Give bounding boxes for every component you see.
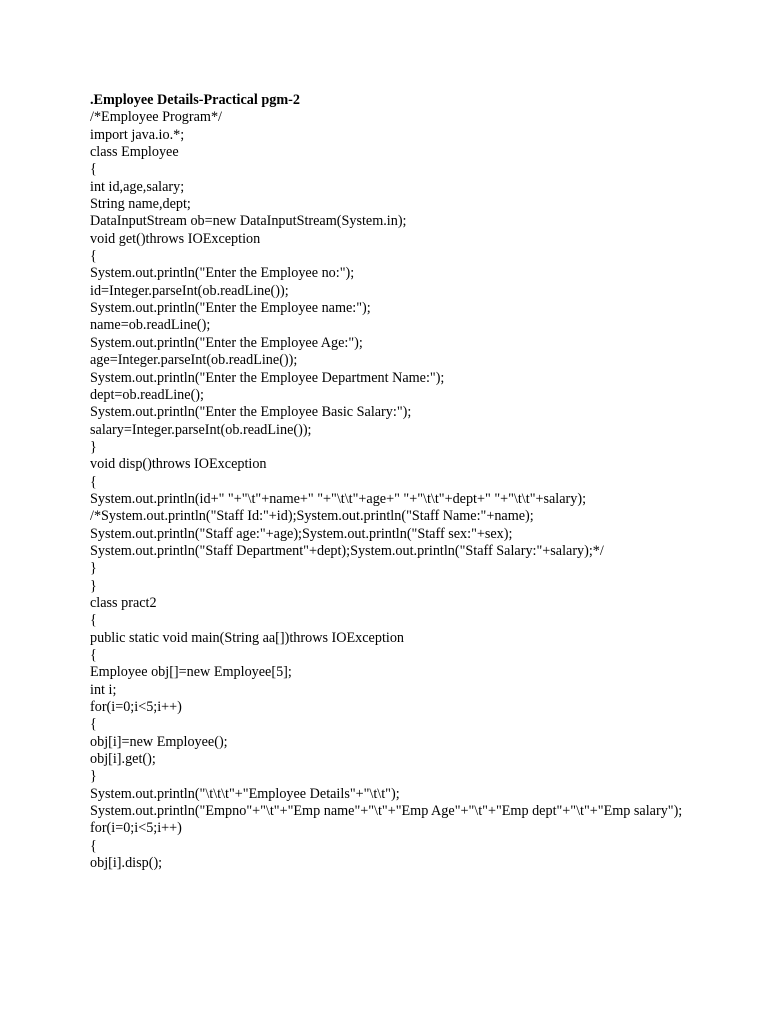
code-line: for(i=0;i<5;i++): [90, 820, 182, 837]
code-line: {: [90, 473, 97, 490]
code-line: System.out.println("Enter the Employee name:");: [90, 300, 371, 317]
code-line: obj[i].get();: [90, 751, 156, 768]
code-line: }: [90, 768, 97, 785]
code-line: import java.io.*;: [90, 126, 185, 143]
code-line: int i;: [90, 681, 117, 698]
code-line: Employee obj[]=new Employee[5];: [90, 664, 292, 681]
code-line: System.out.println("Enter the Employee Department Name:");: [90, 369, 445, 386]
document-page: [90, 92, 730, 872]
code-line: System.out.println("Enter the Employee Basic Salary:");: [90, 404, 412, 421]
code-line: class pract2: [90, 594, 157, 611]
code-line: class Employee: [90, 144, 179, 161]
code-line: System.out.println("Enter the Employee no:");: [90, 265, 355, 282]
code-line: void get()throws IOException: [90, 230, 261, 247]
code-line: DataInputStream ob=new DataInputStream(System.in);: [90, 213, 407, 230]
code-line: System.out.println("Staff age:"+age);System.out.println("Staff sex:"+sex);: [90, 525, 513, 542]
code-line: {: [90, 716, 97, 733]
code-line: for(i=0;i<5;i++): [90, 699, 182, 716]
code-line: id=Integer.parseInt(ob.readLine());: [90, 282, 289, 299]
code-line: System.out.println("\t\t\t"+"Employee Details"+"\t\t");: [90, 785, 400, 802]
code-line: System.out.println("Empno"+"\t"+"Emp name"+"\t"+"Emp Age"+"\t"+"Emp dept"+"\t"+"Emp salary");: [90, 803, 683, 820]
code-line: /*System.out.println("Staff Id:"+id);System.out.println("Staff Name:"+name);: [90, 508, 534, 525]
code-listing: [90, 109, 730, 872]
code-line: salary=Integer.parseInt(ob.readLine());: [90, 421, 312, 438]
code-line: }: [90, 560, 97, 577]
code-line: void disp()throws IOException: [90, 456, 267, 473]
code-line: name=ob.readLine();: [90, 317, 211, 334]
code-line: public static void main(String aa[])throws IOException: [90, 629, 405, 646]
document-title: .Employee Details-Practical pgm-2: [90, 92, 300, 108]
code-line: age=Integer.parseInt(ob.readLine());: [90, 352, 298, 369]
code-line: System.out.println("Enter the Employee Age:");: [90, 334, 363, 351]
code-line: {: [90, 161, 97, 178]
code-line: String name,dept;: [90, 196, 191, 213]
code-line: int id,age,salary;: [90, 178, 185, 195]
code-line: System.out.println("Staff Department"+dept);System.out.println("Staff Salary:"+salary);*/: [90, 542, 604, 559]
code-line: {: [90, 647, 97, 663]
code-line: {: [90, 837, 97, 854]
code-line: dept=ob.readLine();: [90, 386, 204, 403]
code-line: obj[i].disp();: [90, 855, 163, 872]
code-line: {: [90, 612, 97, 629]
code-line: }: [90, 438, 97, 455]
code-line: {: [90, 248, 97, 265]
code-line: }: [90, 577, 97, 594]
code-line: System.out.println(id+" "+"\t"+name+" "+"\t\t"+age+" "+"\t\t"+dept+" "+"\t\t"+salary);: [90, 490, 587, 507]
code-line: obj[i]=new Employee();: [90, 733, 228, 750]
code-line: /*Employee Program*/: [90, 109, 222, 126]
